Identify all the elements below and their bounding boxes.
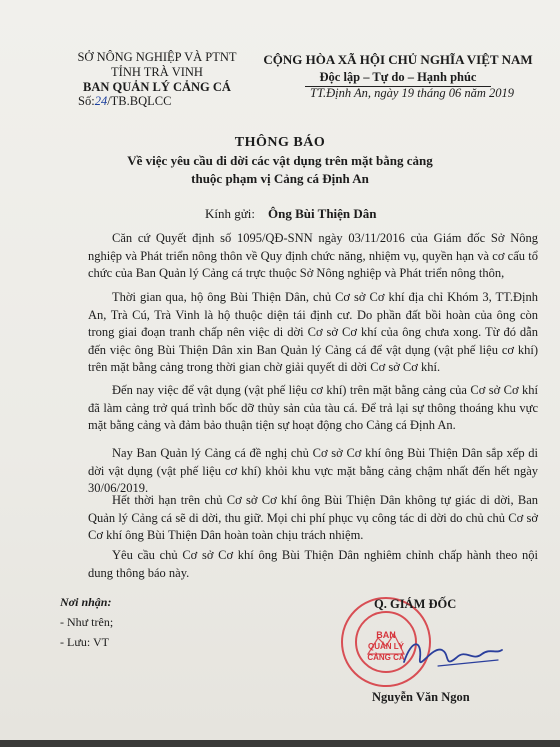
body-paragraph-4: Nay Ban Quản lý Cảng cá đề nghị chủ Cơ sở Cơ khí ông Bùi Thiện Dân sắp xếp di dời vật dụng (vật phế liệu cơ khí) khỏi khu vực mặt bằng cảng chậm nhất đến hết ngày 30/06/2019. (88, 446, 538, 495)
subject-line-2: thuộc phạm vị Cảng cá Định An (191, 171, 369, 186)
svg-text:CẢNG CÁ: CẢNG CÁ (367, 653, 405, 662)
handwritten-signature-icon (398, 628, 508, 678)
ref-prefix: Số: (78, 94, 95, 108)
body-paragraph-2: Thời gian qua, hộ ông Bùi Thiện Dân, chủ Cơ sở Cơ khí địa chỉ Khóm 3, TT.Định An, Trà Cú, Trà Vinh là hộ thuộc diện tái định cư. Do phần đất bồi hoàn của ông còn trong giai đoạn tranh chấp nên việc di dời Cơ sở Cơ khí của ông chưa xong. Từ đó dẫn đến việc ông Bùi Thiện Dân xin Ban Quản lý Cảng cá để vật dụng (vật phế liệu cơ khí) trên mặt bằng cảng trong thời gian chờ giải quyết di dời Cơ sở Cơ khí. (88, 290, 538, 374)
issuing-agency (62, 50, 252, 95)
issue-date: TT.Định An, ngày 19 tháng 06 năm 2019 (310, 86, 515, 100)
addressee (205, 206, 377, 222)
agency-line-2: TỈNH TRÀ VINH (111, 65, 203, 79)
body-paragraph-3: Đến nay việc để vật dụng (vật phế liệu cơ khí) trên mặt bằng cảng của Cơ sở Cơ khí đã làm cảng trở quá trình bốc dỡ thủy sản của tàu cá. Để trả lại sự thông thoáng khu vực mặt bằng cảng và đảm bảo thuận tiện sự hoạt động cho Cảng cá Định An. (88, 383, 538, 432)
nation-motto: Độc lập – Tự do – Hạnh phúc (319, 70, 477, 84)
ref-suffix: /TB.BQLCC (107, 94, 172, 108)
body-paragraph-6: Yêu cầu chủ Cơ sở Cơ khí ông Bùi Thiện Dân nghiêm chỉnh chấp hành theo nội dung thông báo này. (88, 548, 538, 580)
svg-text:QUẢN LÝ: QUẢN LÝ (368, 642, 404, 651)
ref-number: 24 (94, 94, 108, 108)
recipient-item: - Lưu: VT (60, 635, 109, 649)
signer-name: Nguyễn Văn Ngon (372, 690, 470, 704)
recipients-label: Nơi nhận: (60, 595, 112, 609)
svg-text:BAN: BAN (376, 630, 396, 640)
addressee-name: Ông Bùi Thiện Dân (268, 206, 377, 221)
body-paragraph-1: Căn cứ Quyết định số 1095/QĐ-SNN ngày 03/11/2016 của Giám đốc Sở Nông nghiệp và Phát triển nông thôn về Quy định chức năng, nhiệm vụ, quyền hạn và cơ cấu tổ chức của Ban Quản lý Cảng cá trực thuộc Sở Nông nghiệp và Phát triển nông thôn, (88, 231, 538, 280)
subject-line-1: Về việc yêu cầu di dời các vật dụng trên mặt bằng cảng (127, 153, 433, 168)
recipient-item: - Như trên; (60, 615, 114, 629)
recipients-block (60, 592, 113, 652)
agency-line-1: SỞ NÔNG NGHIỆP VÀ PTNT (77, 50, 237, 64)
nation-name: CỘNG HÒA XÃ HỘI CHỦ NGHĨA VIỆT NAM (263, 52, 533, 67)
reference-number (78, 94, 171, 109)
body-paragraph-5: Hết thời hạn trên chủ Cơ sở Cơ khí ông Bùi Thiện Dân không tự giác di dời, Ban Quản lý Cảng cá sẽ di dời, thu giữ. Mọi chi phí phục vụ công tác di dời do chủ chủ Cơ sở Cơ khí ông Bùi Thiện Dân hoàn toàn chịu trách nhiệm. (88, 493, 538, 542)
agency-line-3: BAN QUẢN LÝ CẢNG CÁ (83, 80, 231, 94)
signer-title: Q. GIÁM ĐỐC (374, 597, 457, 611)
document-subject (0, 152, 560, 188)
addressee-label: Kính gửi: (205, 206, 256, 221)
document-title: THÔNG BÁO (234, 135, 326, 150)
national-header (258, 52, 538, 87)
